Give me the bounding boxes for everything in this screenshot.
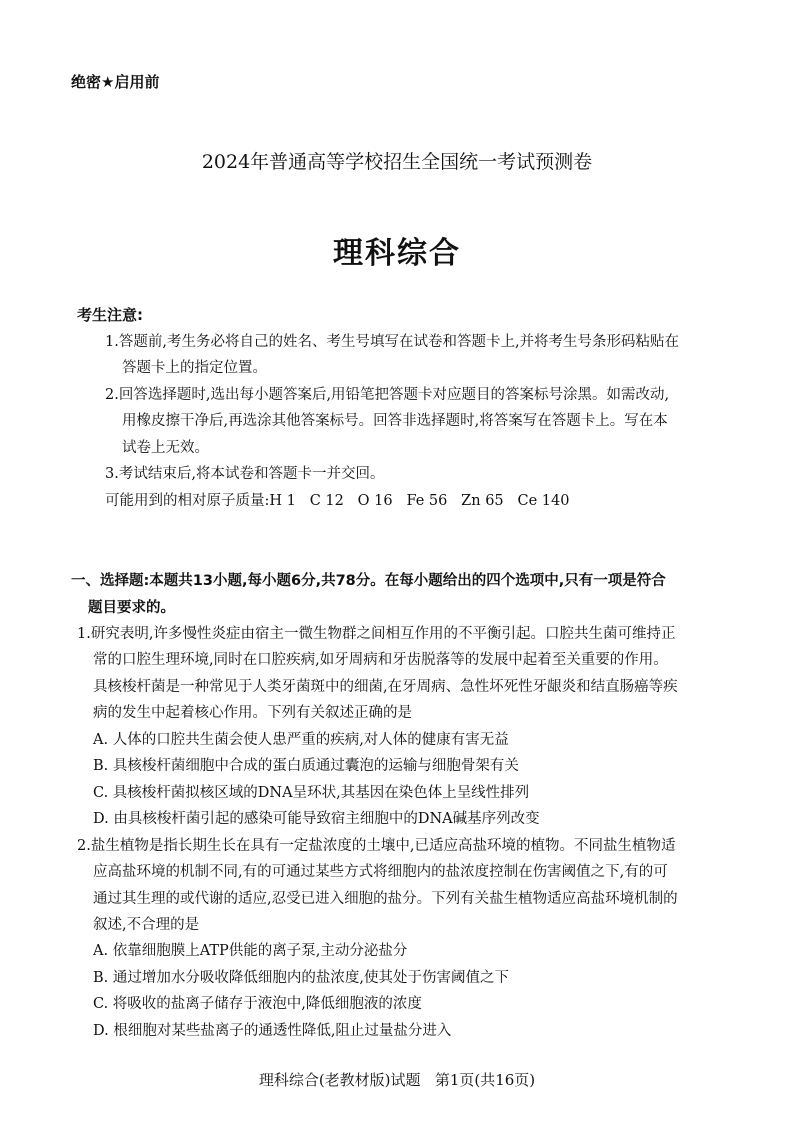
q1-stem-line-4: 病的发生中起着核心作用。下列有关叙述正确的是	[93, 705, 412, 721]
atomic-mass-line: 可能用到的相对原子质量:H 1 C 12 O 16 Fe 56 Zn 65 Ce 140	[105, 493, 570, 509]
q1-option-a: A. 人体的口腔共生菌会使人患严重的疾病,对人体的健康有害无益	[93, 732, 509, 748]
exam-title: 2024年普通高等学校招生全国统一考试预测卷	[201, 151, 593, 173]
notice-heading: 考生注意:	[77, 306, 143, 324]
q1-option-c: C. 具核梭杆菌拟核区域的DNA呈环状,其基因在染色体上呈线性排列	[93, 785, 530, 801]
notice-item-2-line-1: 2.回答选择题时,选出每小题答案后,用铅笔把答题卡对应题目的答案标号涂黑。如需改动,	[105, 387, 670, 403]
q2-option-a: A. 依靠细胞膜上ATP供能的离子泵,主动分泌盐分	[93, 943, 408, 959]
q1-stem-line-1: 1.研究表明,许多慢性炎症由宿主一微生物群之间相互作用的不平衡引起。口腔共生菌可维持正	[77, 626, 676, 642]
q1-option-b: B. 具核梭杆菌细胞中合成的蛋白质通过囊泡的运输与细胞骨架有关	[93, 758, 519, 774]
notice-item-1-line-1: 1.答题前,考生务必将自己的姓名、考生号填写在试卷和答题卡上,并将考生号条形码粘贴在	[105, 334, 680, 350]
notice-item-2-line-3: 试卷上无效。	[122, 440, 209, 456]
q2-option-b: B. 通过增加水分吸收降低细胞内的盐浓度,使其处于伤害阈值之下	[93, 970, 509, 986]
confidential-mark: 绝密★启用前	[71, 73, 160, 91]
page-footer: 理科综合(老教材版)试题 第1页(共16页)	[258, 1071, 536, 1089]
q2-stem-line-4: 叙述,不合理的是	[93, 917, 200, 933]
notice-item-3: 3.考试结束后,将本试卷和答题卡一并交回。	[105, 466, 385, 482]
notice-item-1-line-2: 答题卡上的指定位置。	[122, 360, 267, 376]
q2-option-d: D. 根细胞对某些盐离子的通透性降低,阻止过量盐分进入	[93, 1023, 452, 1039]
q2-option-c: C. 将吸收的盐离子储存于液泡中,降低细胞液的浓度	[93, 996, 422, 1012]
q1-option-d: D. 由具核梭杆菌引起的感染可能导致宿主细胞中的DNA碱基序列改变	[93, 811, 540, 827]
q2-stem-line-3: 通过其生理的或代谢的适应,忍受已进入细胞的盐分。下列有关盐生植物适应高盐环境机制的	[93, 891, 678, 907]
section-1-heading-line-2: 题目要求的。	[88, 600, 175, 616]
subject-title: 理科综合	[333, 236, 461, 271]
q2-stem-line-1: 2.盐生植物是指长期生长在具有一定盐浓度的土壤中,已适应高盐环境的植物。不同盐生植物适	[77, 838, 676, 854]
section-1-heading-line-1: 一、选择题:本题共13小题,每小题6分,共78分。在每小题给出的四个选项中,只有一项是符合	[71, 573, 666, 589]
notice-item-2-line-2: 用橡皮擦干净后,再选涂其他答案标号。回答非选择题时,将答案写在答题卡上。写在本	[122, 413, 668, 429]
q1-stem-line-2: 常的口腔生理环境,同时在口腔疾病,如牙周病和牙齿脱落等的发展中起着至关重要的作用。	[93, 652, 668, 668]
q1-stem-line-3: 具核梭杆菌是一种常见于人类牙菌斑中的细菌,在牙周病、急性坏死性牙龈炎和结直肠癌等疾	[93, 679, 678, 695]
q2-stem-line-2: 应高盐环境的机制不同,有的可通过某些方式将细胞内的盐浓度控制在伤害阈值之下,有的可	[93, 864, 668, 880]
